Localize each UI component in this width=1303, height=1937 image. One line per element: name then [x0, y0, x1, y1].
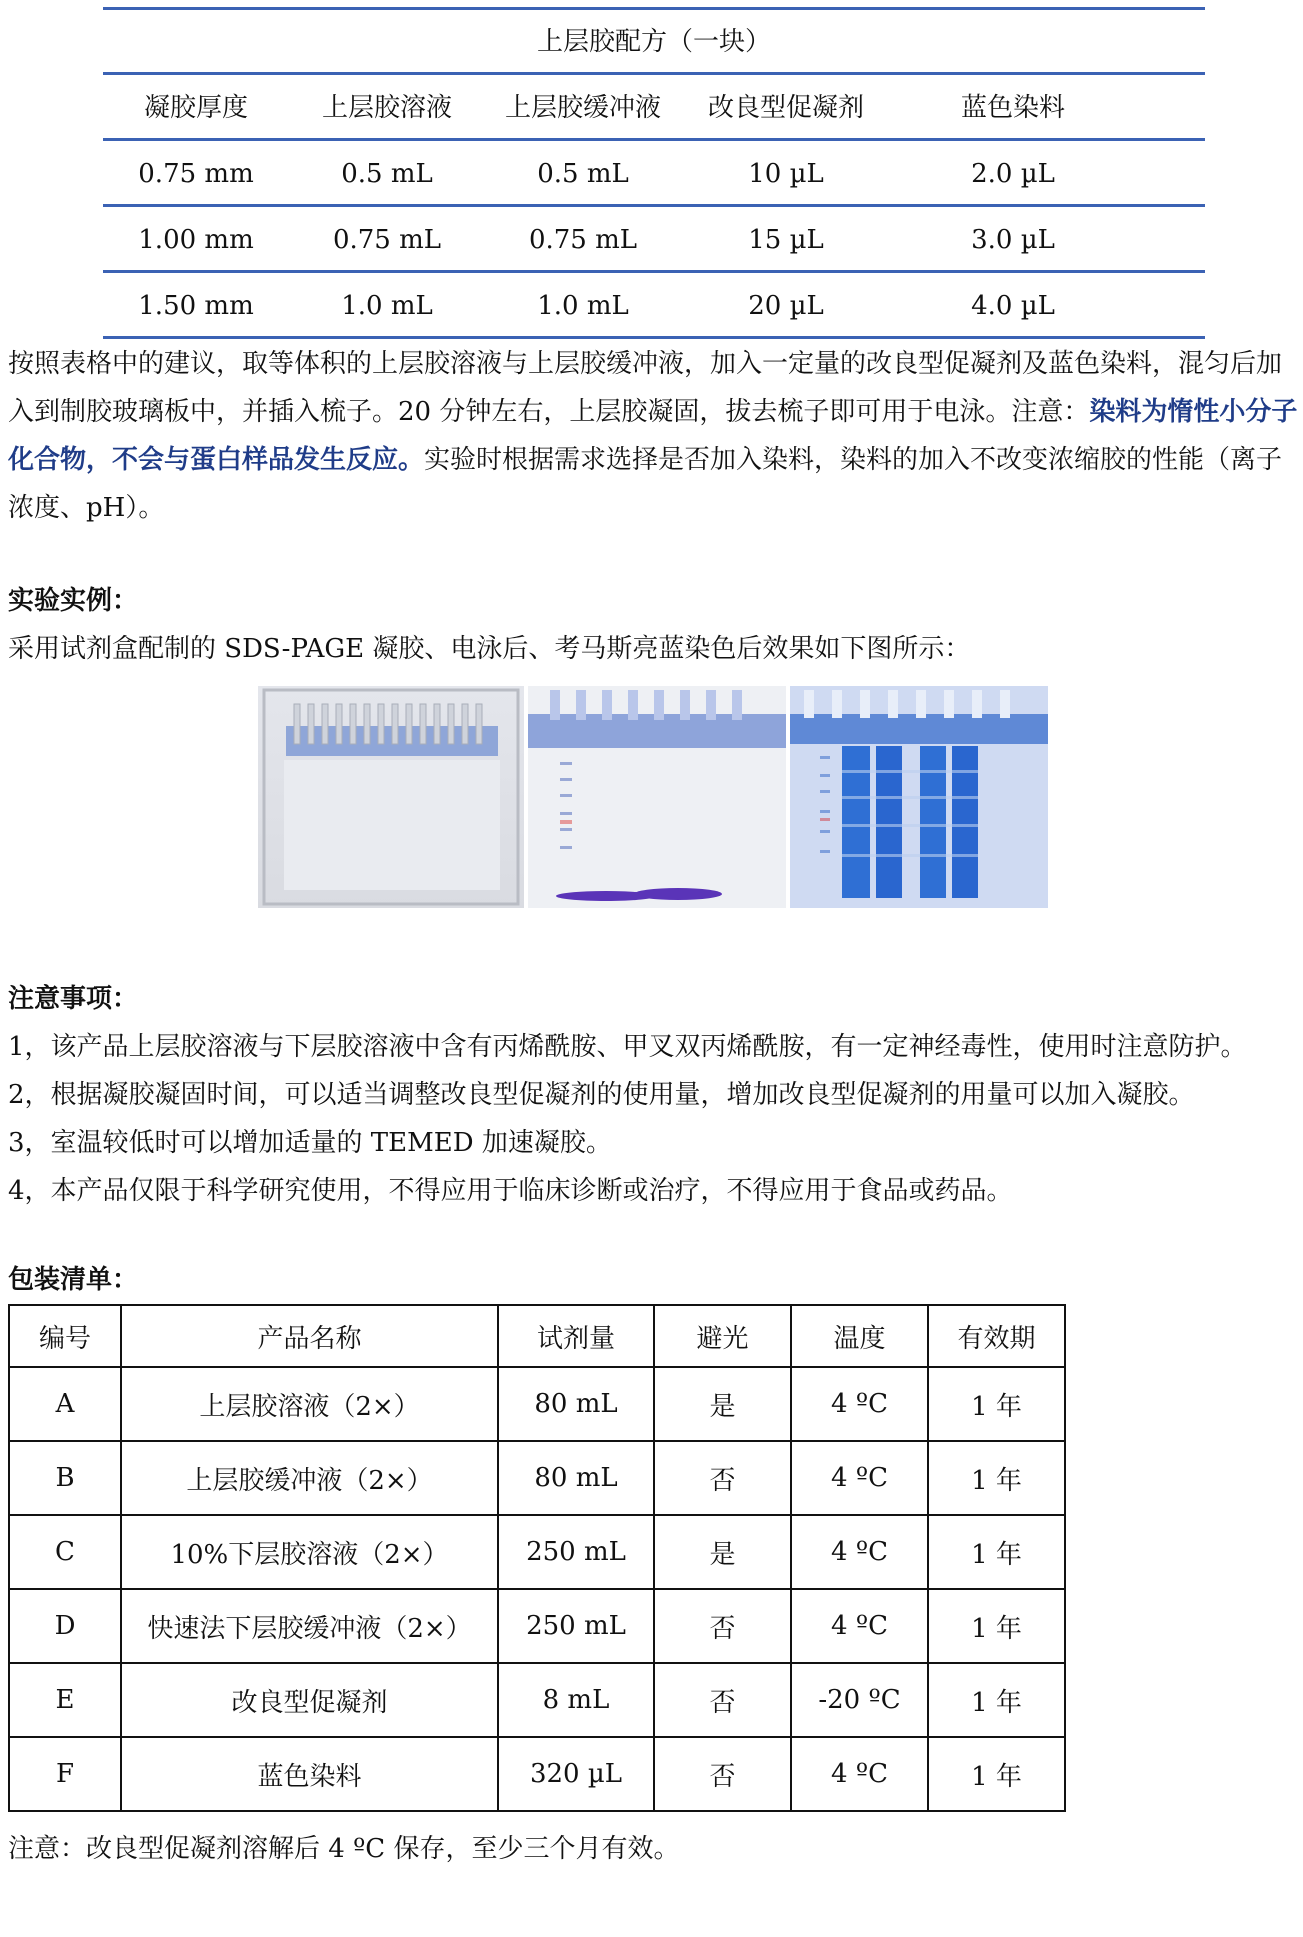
column-header: 编号: [9, 1305, 121, 1367]
table-cell: 上层胶溶液（2×）: [121, 1367, 498, 1441]
table-cell: D: [9, 1589, 121, 1663]
column-header: 试剂量: [498, 1305, 654, 1367]
table-cell: 否: [654, 1737, 791, 1811]
table-cell: 1 年: [928, 1441, 1065, 1515]
formula-cell: 0.5 mL: [537, 159, 629, 189]
formula-cell: 20 µL: [748, 291, 824, 321]
table-rule: [103, 138, 1205, 141]
column-header: 避光: [654, 1305, 791, 1367]
formula-header: 蓝色染料: [960, 93, 1065, 123]
table-cell: 改良型促凝剂: [121, 1663, 498, 1737]
packing-footnote: 注意：改良型促凝剂溶解后 4 ºC 保存，至少三个月有效。: [8, 1834, 680, 1864]
table-cell: 否: [654, 1663, 791, 1737]
table-cell: 4 ºC: [791, 1441, 928, 1515]
formula-header: 改良型促凝剂: [707, 93, 864, 123]
gel-image-stained: [790, 686, 1048, 908]
table-row: [9, 1737, 1065, 1811]
note-item: 4，本产品仅限于科学研究使用，不得应用于临床诊断或治疗，不得应用于食品或药品。: [8, 1176, 1013, 1206]
table-row: [9, 1367, 1065, 1441]
formula-cell: 3.0 µL: [971, 225, 1055, 255]
table-cell: -20 ºC: [791, 1663, 928, 1737]
table-cell: 上层胶缓冲液（2×）: [121, 1441, 498, 1515]
table-rule: [103, 7, 1205, 10]
formula-cell: 0.75 mm: [138, 159, 254, 189]
formula-header: 上层胶溶液: [321, 93, 452, 123]
table-cell: 是: [654, 1367, 791, 1441]
column-header: 有效期: [928, 1305, 1065, 1367]
packing-table: [8, 1304, 1066, 1812]
instruction-emphasis: 染料为惰性小分子化合物，不会与蛋白样品发生反应。: [8, 397, 1298, 475]
example-text: 采用试剂盒配制的 SDS-PAGE 凝胶、电泳后、考马斯亮蓝染色后效果如下图所示：: [8, 634, 971, 664]
formula-cell: 1.50 mm: [138, 291, 254, 321]
table-cell: 4 ºC: [791, 1589, 928, 1663]
formula-cell: 1.0 mL: [341, 291, 433, 321]
table-cell: 80 mL: [498, 1367, 654, 1441]
column-header: 产品名称: [121, 1305, 498, 1367]
table-cell: 8 mL: [498, 1663, 654, 1737]
table-cell: 1 年: [928, 1589, 1065, 1663]
note-item: 3，室温较低时可以增加适量的 TEMED 加速凝胶。: [8, 1128, 612, 1158]
table-row: [9, 1663, 1065, 1737]
table-row: [9, 1515, 1065, 1589]
table-cell: 320 µL: [498, 1737, 654, 1811]
table-cell: 250 mL: [498, 1515, 654, 1589]
formula-cell: 10 µL: [748, 159, 824, 189]
example-heading: 实验实例：: [8, 586, 139, 616]
table-cell: 快速法下层胶缓冲液（2×）: [121, 1589, 498, 1663]
formula-cell: 0.75 mL: [528, 225, 638, 255]
table-rule: [103, 204, 1205, 207]
table-cell: E: [9, 1663, 121, 1737]
table-cell: 否: [654, 1441, 791, 1515]
packing-heading: 包装清单：: [8, 1265, 139, 1295]
notes-heading: 注意事项：: [8, 984, 139, 1014]
formula-cell: 1.0 mL: [537, 291, 629, 321]
note-item: 1，该产品上层胶溶液与下层胶溶液中含有丙烯酰胺、甲叉双丙烯酰胺，有一定神经毒性，使用时注意防护。: [8, 1032, 1247, 1062]
table-cell: 是: [654, 1515, 791, 1589]
table-rule: [103, 72, 1205, 75]
instruction-paragraph: [8, 340, 1298, 532]
table-cell: 1 年: [928, 1737, 1065, 1811]
formula-cell: 2.0 µL: [971, 159, 1055, 189]
table-cell: 1 年: [928, 1515, 1065, 1589]
table-cell: 4 ºC: [791, 1367, 928, 1441]
table-cell: B: [9, 1441, 121, 1515]
formula-cell: 0.75 mL: [332, 225, 442, 255]
table-cell: 1 年: [928, 1663, 1065, 1737]
table-cell: C: [9, 1515, 121, 1589]
table-row: [9, 1441, 1065, 1515]
table-cell: 80 mL: [498, 1441, 654, 1515]
formula-table-title: 上层胶配方（一块）: [536, 27, 771, 57]
table-header-row: [9, 1305, 1065, 1367]
table-cell: 4 ºC: [791, 1737, 928, 1811]
formula-header: 凝胶厚度: [143, 93, 248, 123]
instruction-text: 按照表格中的建议，取等体积的上层胶溶液与上层胶缓冲液，加入一定量的改良型促凝剂及蓝色染料，混匀后加入到制胶玻璃板中，并插入梳子。20 分钟左右，上层胶凝固，拔去梳子即可用于电泳。注意：: [8, 349, 1283, 427]
table-cell: 蓝色染料: [121, 1737, 498, 1811]
table-row: [9, 1589, 1065, 1663]
table-cell: 否: [654, 1589, 791, 1663]
table-cell: 4 ºC: [791, 1515, 928, 1589]
note-item: 2，根据凝胶凝固时间，可以适当调整改良型促凝剂的使用量，增加改良型促凝剂的用量可以加入凝胶。: [8, 1080, 1195, 1110]
instruction-text-tail: 实验时根据需求选择是否加入染料，染料的加入不改变浓缩胶的性能（离子浓度、pH）。: [8, 445, 1283, 523]
table-cell: 10%下层胶溶液（2×）: [121, 1515, 498, 1589]
table-rule: [103, 270, 1205, 273]
formula-cell: 1.00 mm: [138, 225, 254, 255]
table-rule: [103, 336, 1205, 339]
column-header: 温度: [791, 1305, 928, 1367]
formula-cell: 4.0 µL: [971, 291, 1055, 321]
table-cell: A: [9, 1367, 121, 1441]
formula-cell: 0.5 mL: [341, 159, 433, 189]
gel-image-cast: [258, 686, 524, 908]
formula-cell: 15 µL: [748, 225, 824, 255]
table-cell: F: [9, 1737, 121, 1811]
gel-image-electrophoresis: [528, 686, 786, 908]
formula-header: 上层胶缓冲液: [504, 93, 661, 123]
table-cell: 1 年: [928, 1367, 1065, 1441]
table-cell: 250 mL: [498, 1589, 654, 1663]
